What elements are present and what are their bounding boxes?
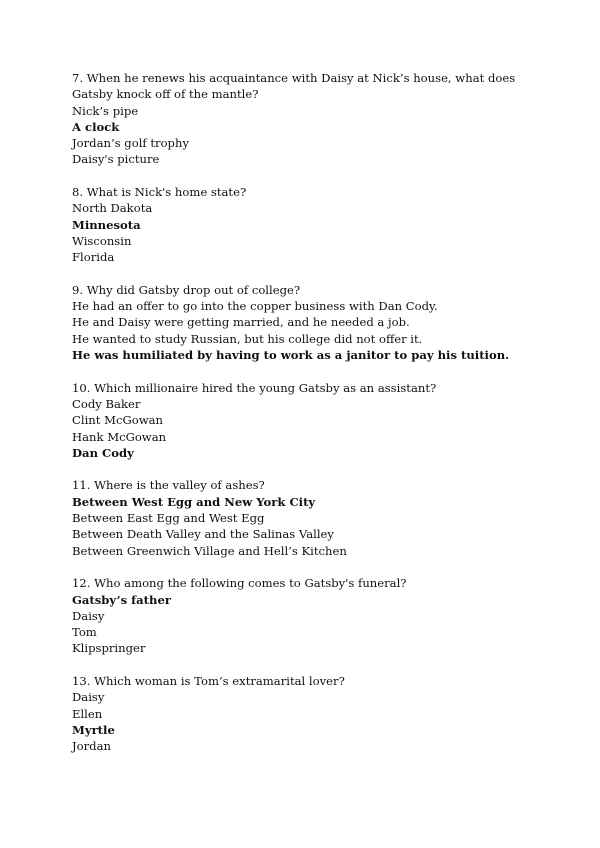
answer-option: Florida: [72, 250, 115, 265]
correct-answer-option: He was humiliated by having to work as a janitor to pay his tuition.: [72, 348, 510, 363]
question-7: [72, 70, 542, 168]
correct-answer-option: Minnesota: [72, 217, 141, 232]
answer-option: Between East Egg and West Egg: [72, 511, 265, 526]
answer-option: Daisy: [72, 608, 105, 623]
answer-option: North Dakota: [72, 201, 153, 216]
correct-answer-option: A clock: [72, 119, 120, 134]
correct-answer-option: Dan Cody: [72, 445, 134, 460]
answer-option: Wisconsin: [72, 233, 132, 248]
answer-option: Nick’s pipe: [72, 103, 139, 118]
answer-option: Tom: [72, 625, 97, 640]
question-text: 9. Why did Gatsby drop out of college?: [72, 282, 301, 297]
answer-option: He had an offer to go into the copper business with Dan Cody.: [72, 299, 438, 314]
question-text: 7. When he renews his acquaintance with Daisy at Nick’s house, what does Gatsby knock off of the mantle?: [72, 71, 516, 102]
question-10: [72, 380, 542, 461]
answer-option: He and Daisy were getting married, and he needed a job.: [72, 315, 410, 330]
answer-option: Hank McGowan: [72, 429, 167, 444]
answer-option: Cody Baker: [72, 396, 141, 411]
answer-option: Ellen: [72, 706, 103, 721]
question-text: 12. Who among the following comes to Gatsby's funeral?: [72, 576, 407, 591]
answer-option: Daisy: [72, 690, 105, 705]
answer-option: Between Death Valley and the Salinas Valley: [72, 527, 334, 542]
question-text: 11. Where is the valley of ashes?: [72, 478, 265, 493]
question-text: 13. Which woman is Tom’s extramarital lover?: [72, 673, 345, 688]
quiz-page: [72, 70, 542, 771]
answer-option: Between Greenwich Village and Hell’s Kitchen: [72, 543, 347, 558]
answer-option: Clint McGowan: [72, 413, 164, 428]
answer-option: He wanted to study Russian, but his college did not offer it.: [72, 331, 423, 346]
question-8: [72, 184, 542, 265]
answer-option: Klipspringer: [72, 641, 146, 656]
correct-answer-option: Myrtle: [72, 722, 115, 737]
question-13: [72, 673, 542, 754]
answer-option: Jordan: [72, 739, 111, 754]
correct-answer-option: Between West Egg and New York City: [72, 494, 316, 509]
question-text: 8. What is Nick's home state?: [72, 185, 247, 200]
answer-option: Jordan’s golf trophy: [72, 136, 189, 151]
question-text: 10. Which millionaire hired the young Gatsby as an assistant?: [72, 380, 437, 395]
answer-option: Daisy's picture: [72, 152, 160, 167]
question-9: [72, 282, 542, 363]
correct-answer-option: Gatsby’s father: [72, 592, 171, 607]
question-12: [72, 575, 542, 656]
question-11: [72, 477, 542, 558]
